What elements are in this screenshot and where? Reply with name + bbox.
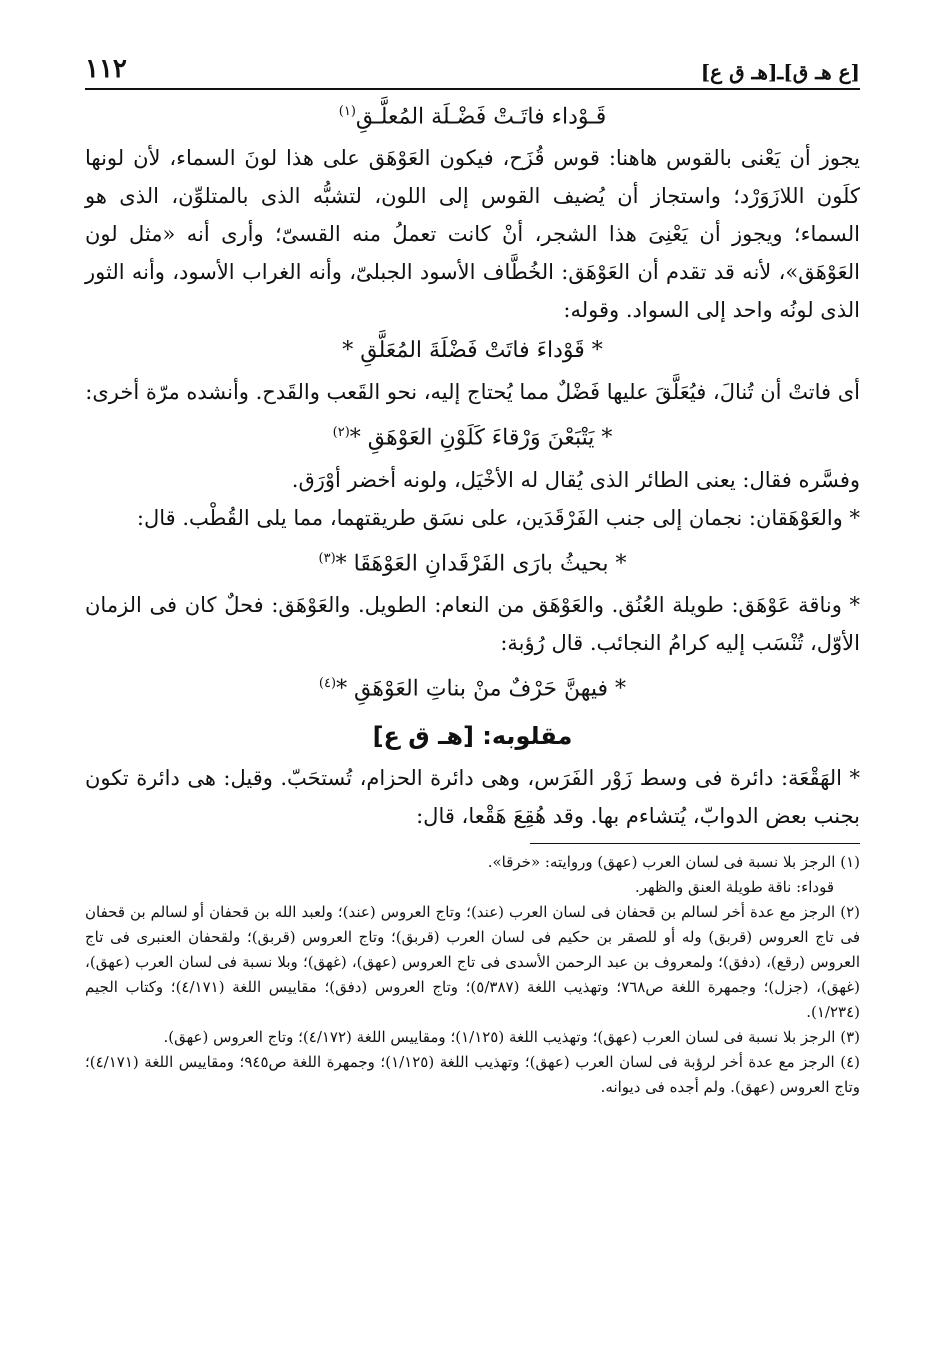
- footnote-ref: (١): [338, 104, 356, 119]
- footnote: (٢) الرجز مع عدة أخر لسالم بن قحفان فى لسان العرب (عند)؛ وتاج العروس (عند)؛ ولعبد الله بن قحفان أو لسالم بن قحفان فى تاج العروس (قربق) وله أو للصقر بن حكيم فى لسان العرب (قربق)؛ وتاج العروس (قربق)؛ ولقحفان العنبرى فى تاج العروس (رقع)، (دفق)؛ ولمعروف بن عبد الرحمن الأسدى فى تاج العروس (عهق)، (غهق)؛ وبلا نسبة فى لسان العرب (عهق)، (غهق)، (جزل)؛ وجمهرة اللغة ص٧٦٨؛ وتهذيب اللغة (٥/٣٨٧)؛ وتاج العروس (دفق)؛ مقاييس اللغة (٤/١٧١)؛ وكتاب الجيم (١/٢٣٤).: [85, 903, 860, 1022]
- footnote-ref: (٢): [332, 425, 350, 441]
- footnote-ref: (٣): [318, 550, 336, 566]
- footnote-divider: [530, 843, 860, 844]
- page-number: ١١٢: [85, 54, 127, 84]
- footnote-continuation: قوداء: ناقة طويلة العنق والظهر.: [634, 878, 834, 897]
- verse-line: * قَوْداءَ فاتَتْ فَضْلَةَ المُعَلَّقِ *: [342, 338, 603, 364]
- footnotes: [85, 850, 860, 1100]
- verse-line: [85, 662, 860, 711]
- paragraph: وفسَّره فقال: يعنى الطائر الذى يُقال له الأخْيَل، ولونه أخضر أوْرَق.: [291, 467, 860, 492]
- running-head: [ع هـ ق]ـ[هـ ق ع]: [700, 60, 860, 84]
- footnote: (١) الرجز بلا نسبة فى لسان العرب (عهق) وروايته: «خرقا».: [487, 853, 860, 872]
- verse-line: [85, 537, 860, 586]
- dictionary-entry: * الهَقْعَة: دائرة فى وسط زَوْر الفَرَس، وهى دائرة الحزام، تُستحَبّ. وقيل: هى دائرة تكون بجنب بعض الدوابّ، يُتشاءم بها. وقد هُقِعَ هَقْعا، قال:: [85, 766, 860, 829]
- verse-line: [85, 90, 860, 139]
- verse-text: * يَتْبَعْنَ وَرْقاءَ كَلَوْنِ العَوْهَقِ *: [349, 425, 613, 451]
- paragraph: أى فاتتْ أن تُنالَ، فيُعَلَّقَ عليها فَضْلٌ مما يُحتاج إليه، نحو القَعب والقَدح. وأنشده مرّة أخرى:: [85, 380, 860, 405]
- main-text: [85, 90, 860, 835]
- page-header: [85, 44, 860, 90]
- verse-text: قَـوْداء فاتَـتْ فَضْـلَة المُعلَّـقِ: [355, 104, 607, 130]
- verse-line: [85, 411, 860, 460]
- dictionary-entry: * والعَوْهَقان: نجمان إلى جنب الفَرْقَدَين، على نسَق طريقتهما، مما يلى القُطْب. قال:: [136, 505, 860, 530]
- footnote: (٤) الرجز مع عدة أخر لرؤبة فى لسان العرب (عهق)؛ وتهذيب اللغة (١/١٢٥)؛ وجمهرة اللغة ص٩٤٥؛ ومقاييس اللغة (٤/١٧١)؛ وتاج العروس (عهق). ولم أجده فى ديوانه.: [85, 1053, 861, 1097]
- paragraph: يجوز أن يَعْنى بالقوس هاهنا: قوس قُزَح، فيكون العَوْهَق على هذا لونَ السماء، لأن لونها كلَون اللازَوَرْد؛ واستجاز أن يُضيف القوس إلى اللون، لتشبُّه الذى بالمتلوِّن، الذى هو السماء؛ ويجوز أن يَعْنِىَ هذا الشجر، أنْ كانت تعملُ منه القسىّ؛ وأرى أنه «مثل لون العَوْهَق»، لأنه قد تقدم أن العَوْهَق: الخُطَّاف الأسود الجبلىّ، وأنه الغراب الأسود، وأنه الثور الذى لونُه واحد إلى السواد. وقوله:: [85, 146, 860, 323]
- dictionary-entry: * وناقة عَوْهَق: طويلة العُنُق. والعَوْهَق من النعام: الطويل. والعَوْهَق: فحلٌ كان فى الزمان الأوّل، تُنْسَب إليه كرامُ النجائب. قال رُؤبة:: [85, 592, 860, 655]
- footnote: (٣) الرجز بلا نسبة فى لسان العرب (عهق)؛ وتهذيب اللغة (١/١٢٥)؛ ومقاييس اللغة (٤/١٧٢)؛ وتاج العروس (عهق).: [163, 1028, 860, 1047]
- footnote-ref: (٤): [318, 675, 337, 691]
- verse-text: * بحيثُ بارَى الفَرْقَدانِ العَوْهَقَا *: [335, 550, 627, 576]
- verse-text: * فيهنَّ حَرْفٌ منْ بناتِ العَوْهَقِ *: [336, 676, 627, 702]
- section-heading: مقلوبه: [هـ ق ع]: [372, 722, 573, 751]
